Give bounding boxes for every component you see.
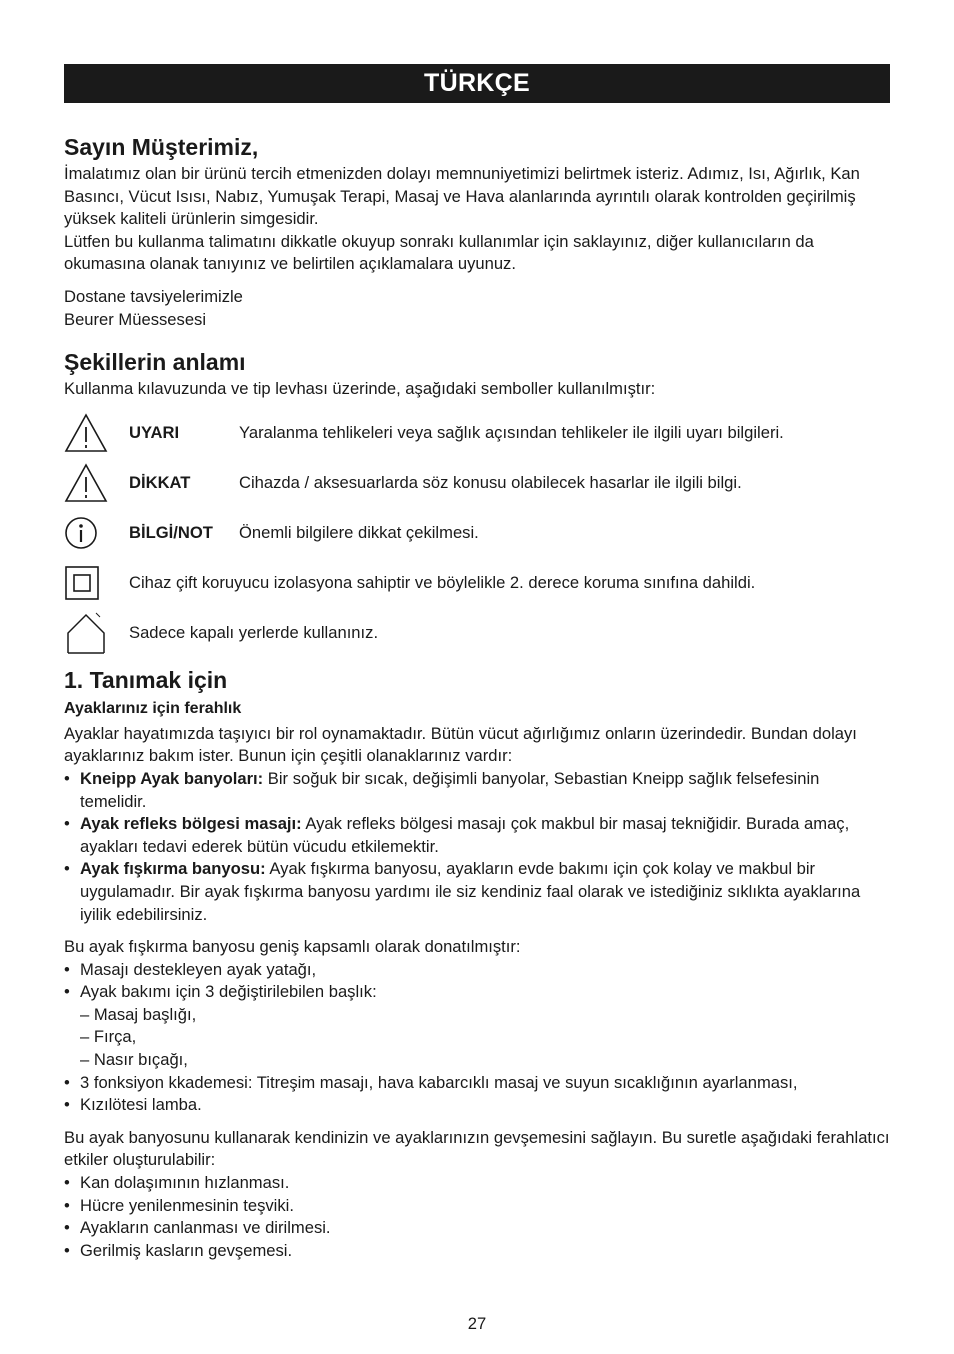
list-item: • Ayakların canlanması ve dirilmesi.: [64, 1218, 331, 1238]
symbol-row-info: [64, 508, 890, 558]
list-item: • Kneipp Ayak banyoları: Bir soğuk bir sıcak, değişimli banyolar, Sebastian Kneipp sağlık felsefesinin temelidir.: [64, 768, 820, 811]
page-number: 27: [467, 1314, 487, 1333]
list-item: • 3 fonksiyon kkademesi: Titreşim masajı, hava kabarcıklı masaj ve suyun sıcaklığının ayarlanması,: [64, 1072, 798, 1092]
indoor-house-icon: [64, 611, 129, 655]
symbol-row-indoor: [64, 608, 890, 658]
symbols-intro: Kullanma kılavuzunda ve tip levhası üzerinde, aşağıdaki semboller kullanılmıştır:: [64, 379, 656, 399]
sub-list-item: – Fırça,: [80, 1027, 137, 1047]
symbol-text-info: Önemli bilgilere dikkat çekilmesi.: [239, 522, 479, 542]
symbol-text-caution: Cihazda / aksesuarlarda söz konusu olabilecek hasarlar ile ilgili bilgi.: [239, 472, 742, 492]
list-item: • Ayak fışkırma banyosu: Ayak fışkırma banyosu, ayakların evde bakımı için çok kolay ve makbul bir uygulamadır. Bir ayak fışkırma banyosu yardımı ile siz kendiniz faal olarak ve istediğiniz sıklıkta ayaklarına iyilik edebilirsiniz.: [64, 859, 861, 924]
closing-line-1: Dostane tavsiyelerimizle: [64, 286, 243, 306]
method-name: Ayak fışkırma banyosu:: [80, 859, 266, 879]
language-header: TÜRKÇE: [64, 64, 890, 103]
list-item: • Kan dolaşımının hızlanması.: [64, 1173, 290, 1193]
method-name: Ayak refleks bölgesi masajı:: [80, 814, 302, 834]
symbol-text-indoor: Sadece kapalı yerlerde kullanınız.: [129, 622, 379, 642]
list-item: • Masajı destekleyen ayak yatağı,: [64, 959, 317, 979]
method-description: Bir soğuk bir sıcak, değişimli banyolar, Sebastian Kneipp sağlık felsefesinin temelidir.: [80, 768, 820, 811]
symbol-row-caution: [64, 458, 890, 508]
method-description: Ayak fışkırma banyosu, ayakların evde bakımı için çok kolay ve makbul bir uygulamadır. Bir ayak fışkırma banyosu yardımı ile siz kendiniz faal olarak ve istediğiniz sıklıkta ayaklarına iyilik edebilirsiniz.: [80, 859, 861, 924]
symbol-row-warning: [64, 408, 890, 458]
greeting-paragraph-2: Lütfen bu kullanma talimatını dikkatle okuyup sonrakı kullanımlar için saklayınız, diğer kullanıcıların da okumasına olanak tanıyınız ve belirtilen açıklamalara uyunuz.: [64, 231, 814, 274]
closing-line-2: Beurer Müessesesi: [64, 309, 207, 329]
symbols-title: Şekillerin anlamı: [64, 349, 246, 376]
symbol-label-info: BİLGİ/NOT: [129, 522, 213, 542]
symbol-label-caution: DİKKAT: [129, 472, 191, 492]
symbol-label-warning: UYARI: [129, 422, 180, 442]
list-item: • Ayak refleks bölgesi masajı: Ayak refleks bölgesi masajı çok makbul bir masaj tekniğidir. Burada amaç, ayakları tedavi ederek bütün vücudu etkilemektir.: [64, 814, 850, 856]
double-insulation-icon: [64, 561, 129, 605]
list-item: • Ayak bakımı için 3 değiştirilebilen başlık:: [64, 982, 377, 1002]
sub-list-item: – Masaj başlığı,: [80, 1004, 197, 1024]
method-name: Kneipp Ayak banyoları:: [80, 768, 264, 788]
sub-list-item: – Nasır bıçağı,: [80, 1050, 188, 1070]
section-1-subtitle: Ayaklarınız için ferahlık: [64, 699, 242, 717]
page-content: [64, 131, 890, 1262]
list-item: • Hücre yenilenmesinin teşviki.: [64, 1195, 294, 1215]
list-item: • Kızılötesi lamba.: [64, 1095, 202, 1115]
greeting-title: Sayın Müşterimiz,: [64, 134, 259, 160]
caution-triangle-icon: [64, 461, 129, 505]
symbol-text-insulation: Cihaz çift koruyucu izolasyona sahiptir ve böylelikle 2. derece koruma sınıfına dahildi.: [129, 572, 756, 592]
symbol-text-warning: Yaralanma tehlikeleri veya sağlık açısından tehlikeler ile ilgili uyarı bilgileri.: [239, 422, 784, 442]
effects-intro: Bu ayak banyosunu kullanarak kendinizin ve ayaklarınızın gevşemesini sağlayın. Bu suretle aşağıdaki ferahlatıcı etkiler oluşturulabilir:: [64, 1127, 890, 1170]
greeting-paragraph-1: İmalatımız olan bir ürünü tercih etmenizden dolayı memnuniyetimizi belirtmek isteriz. Adımız, Isı, Ağırlık, Kan Basıncı, Vücut Isısı, Nabız, Yumuşak Terapi, Masaj ve Hava alanlarında ayrıntılı olarak kontrolden geçirilmiş yüksek kaliteli ürünlerin simgesidir.: [64, 164, 860, 229]
method-description: Ayak refleks bölgesi masajı çok makbul bir masaj tekniğidir. Burada amaç, ayakları tedavi ederek bütün vücudu etkilemektir.: [80, 814, 850, 856]
section-1-title: 1. Tanımak için: [64, 666, 228, 693]
list-item: • Gerilmiş kasların gevşemesi.: [64, 1240, 293, 1260]
section-1-intro: Ayaklar hayatımızda taşıyıcı bir rol oynamaktadır. Bütün vücut ağırlığımız onların üzerindedir. Bundan dolayı ayaklarınız bakım ister. Bunun için çeşitli olanaklarınız vardır:: [64, 723, 857, 766]
symbols-list: [64, 408, 890, 658]
equipment-intro: Bu ayak fışkırma banyosu geniş kapsamlı olarak donatılmıştır:: [64, 937, 521, 957]
info-circle-icon: [64, 511, 129, 555]
warning-triangle-icon: [64, 411, 129, 455]
symbol-row-insulation: [64, 558, 890, 608]
